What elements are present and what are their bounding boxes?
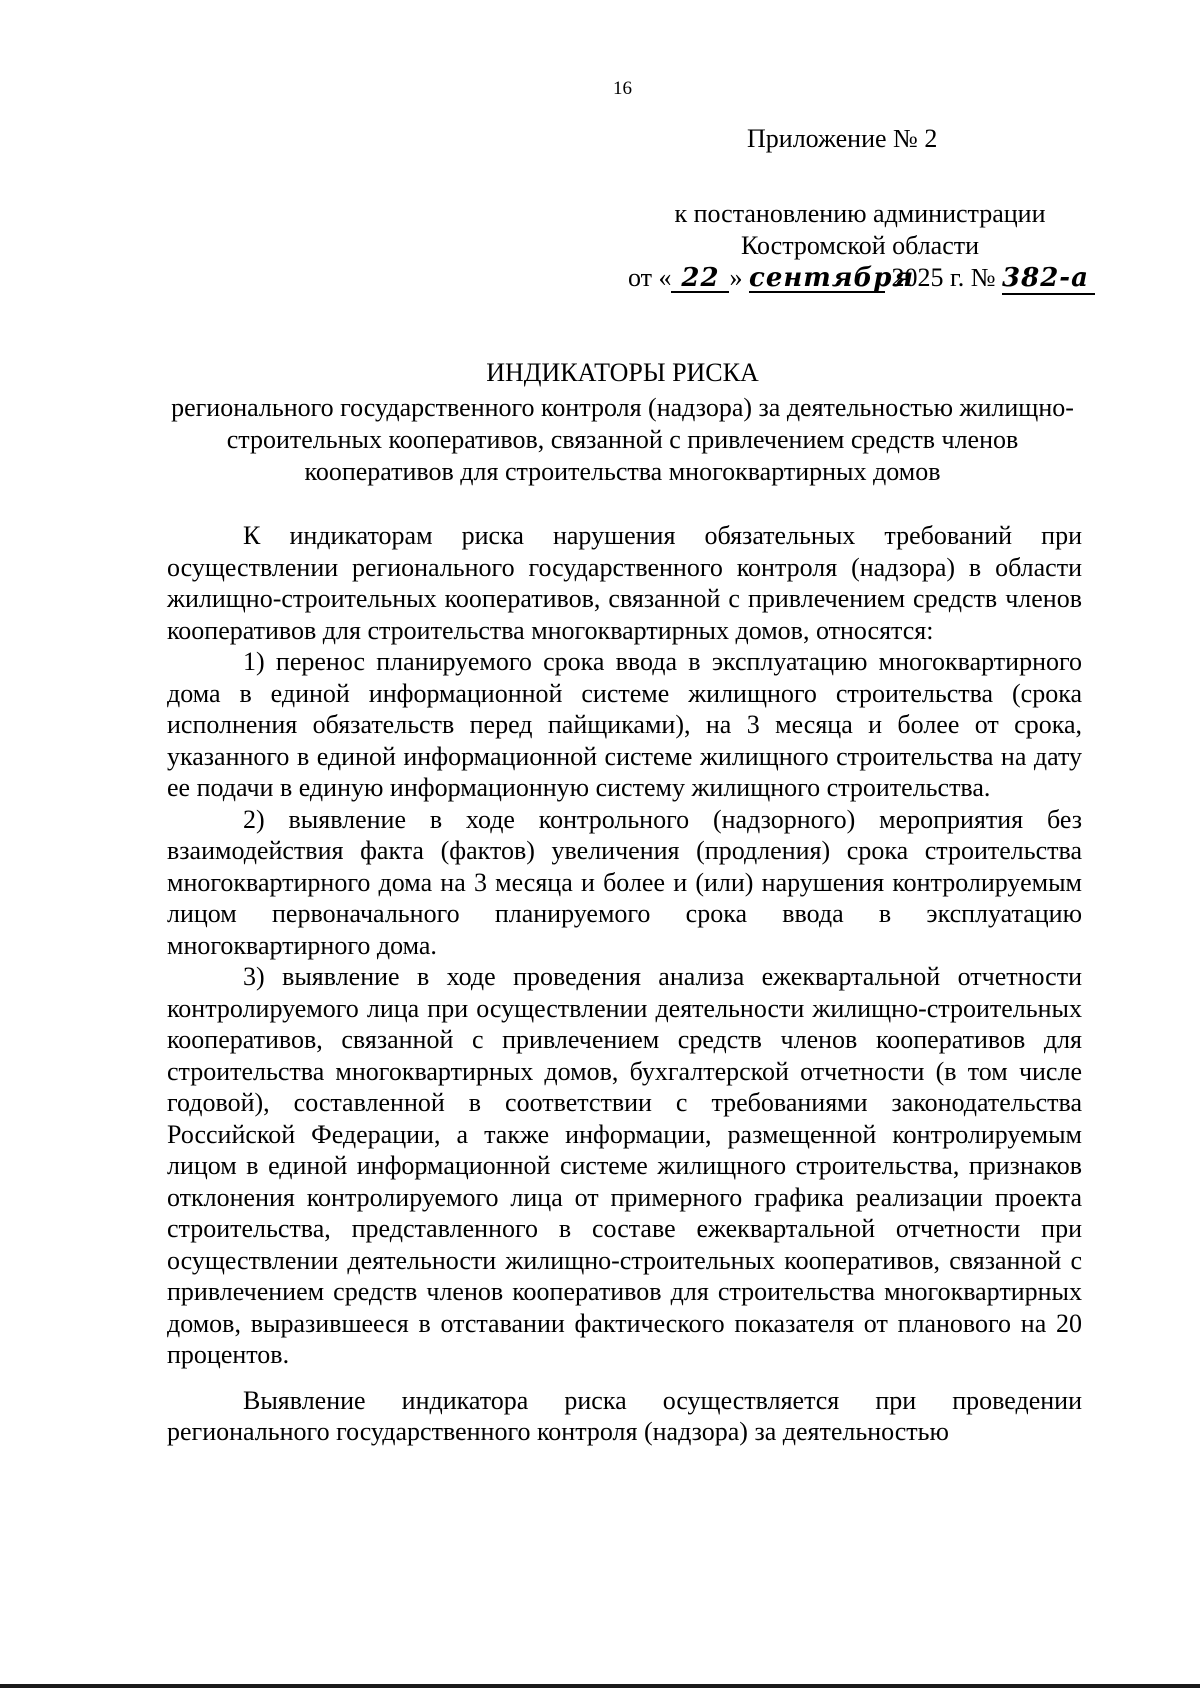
- date-prefix: от «: [627, 263, 672, 292]
- page-number: 16: [613, 78, 632, 99]
- handwritten-day: 22: [671, 265, 729, 293]
- appendix-ref-line-2: Костромской области: [740, 231, 980, 260]
- document-body: [167, 520, 1082, 1448]
- risk-indicator-item-1: 1) перенос планируемого срока ввода в эксплуатацию многоквартирного дома в единой информационной системе жилищного строительства (срока исполнения обязательств перед пайщиками), на 3 месяца и более от срока, указанного в единой информационной системе жилищного строительства на дату ее подачи в единую информационную систему жилищного строительства.: [167, 647, 1082, 802]
- page-bottom-border: [0, 1684, 1200, 1688]
- risk-indicator-item-2: 2) выявление в ходе контрольного (надзорного) мероприятия без взаимодействия факта (фактов) увеличения (продления) срока строительства многоквартирного дома на 3 месяца и более и (или) нарушения контролируемым лицом первоначального планируемого срока ввода в эксплуатацию многоквартирного дома.: [167, 804, 1082, 960]
- date-mid: »: [729, 263, 743, 292]
- appendix-date-line: [610, 262, 1110, 294]
- appendix-title: Приложение № 2: [747, 124, 938, 153]
- document-subtitle: регионального государственного контроля (надзора) за деятельностью жилищно-строительных кооперативов, связанной с привлечением средств членов кооперативов для строительства многоквартирных домов: [171, 393, 1074, 486]
- appendix-reference: [610, 198, 1110, 294]
- handwritten-doc-number: 382-а: [1002, 263, 1095, 295]
- handwritten-doc-number-wrap: [1002, 265, 1092, 291]
- final-paragraph: Выявление индикатора риска осуществляется при проведении регионального государственного контроля (надзора) за деятельностью: [167, 1385, 1082, 1446]
- date-year: 2025 г. №: [891, 263, 996, 292]
- intro-paragraph: К индикаторам риска нарушения обязательных требований при осуществлении регионального государственного контроля (надзора) в области жилищно-строительных кооперативов, связанной с привлечением средств членов кооперативов для строительства многоквартирных домов, относятся:: [167, 521, 1082, 645]
- document-title: ИНДИКАТОРЫ РИСКА: [486, 358, 759, 387]
- handwritten-month: сентября: [748, 263, 915, 293]
- risk-indicator-item-3: 3) выявление в ходе проведения анализа ежеквартальной отчетности контролируемого лица при осуществлении деятельности жилищно-строительных кооперативов, связанной с привлечением средств членов кооперативов для строительства многоквартирных домов, бухгалтерской отчетности (в том числе годовой), составленной в соответствии с требованиями законодательства Российской Федерации, а также информации, размещенной контролируемым лицом в единой информационной системе жилищного строительства, признаков отклонения контролируемого лица от примерного графика реализации проекта строительства, представленного в составе ежеквартальной отчетности при осуществлении деятельности жилищно-строительных кооперативов, связанной с привлечением средств членов кооперативов для строительства многоквартирных домов, выразившееся в отставании фактического показателя от планового на 20 процентов.: [167, 962, 1082, 1369]
- appendix-ref-line-1: к постановлению администрации: [674, 199, 1046, 228]
